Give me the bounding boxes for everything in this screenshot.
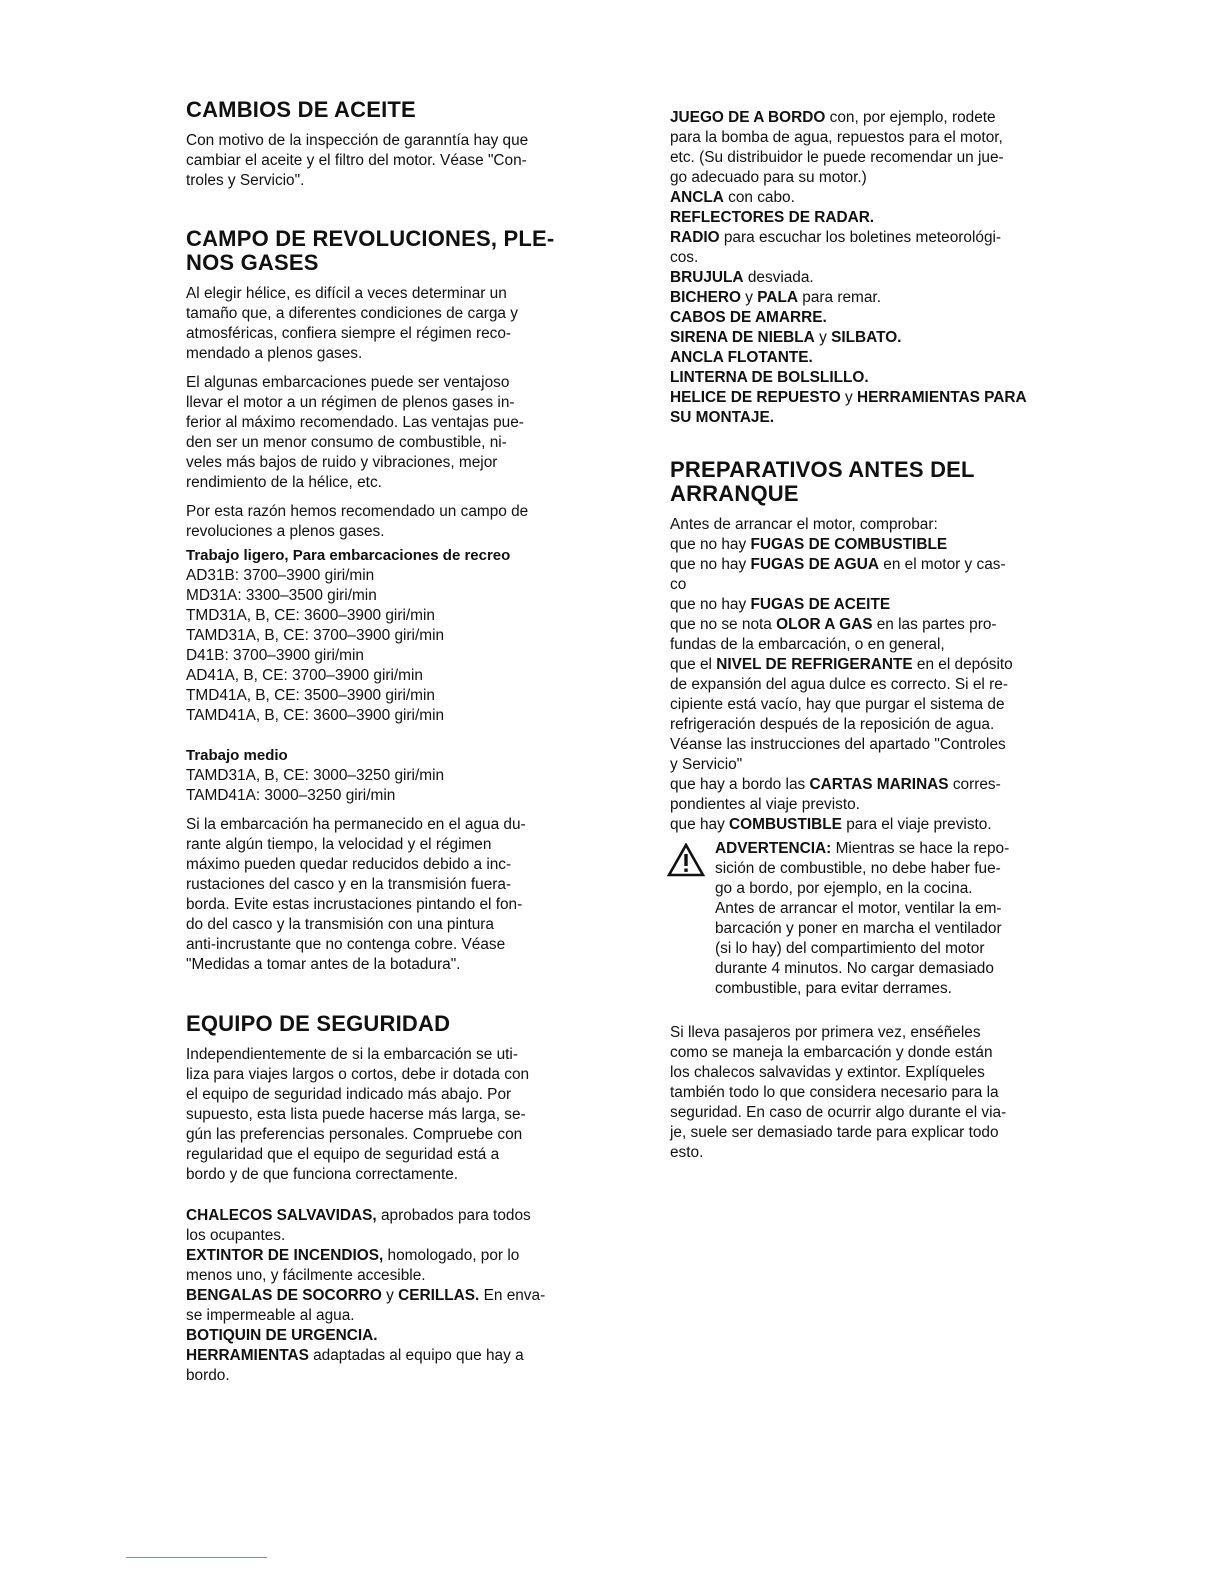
item-keyword: FUGAS DE AGUA (750, 556, 879, 573)
text-line: liza para viajes largos o cortos, debe ir dotada con (186, 1066, 530, 1083)
list-item-cont: menos uno, y fácilmente accesible. (186, 1267, 426, 1284)
medium-duty-list (186, 766, 578, 806)
check-item-cont: pondientes al viaje previsto. (670, 796, 860, 813)
text-line: gún las preferencias personales. Compruebe con (186, 1126, 523, 1143)
text-line: bordo y de que funciona correctamente. (186, 1166, 459, 1183)
text-line: den ser un menor consumo de combustible, ni- (186, 434, 507, 451)
heading-line: PREPARATIVOS ANTES DEL (670, 457, 975, 482)
text-line: el equipo de seguridad indicado más abajo. Por (186, 1086, 512, 1103)
item-keyword: FUGAS DE ACEITE (750, 596, 891, 613)
heading-safety-equipment: EQUIPO DE SEGURIDAD (186, 1011, 451, 1036)
check-item (670, 615, 1062, 635)
item-text: con cabo. (723, 189, 795, 206)
warning-line: go a bordo, por ejemplo, en la cocina. (715, 880, 973, 897)
list-item: REFLECTORES DE RADAR. (670, 209, 875, 226)
list-item: LINTERNA DE BOLSLILLO. (670, 369, 869, 386)
text-line: "Medidas a tomar antes de la botadura". (186, 956, 461, 973)
list-item (186, 1286, 578, 1306)
text-line: supuesto, esta lista puede hacerse más larga, se- (186, 1106, 526, 1123)
rpm-spec: TAMD31A, B, CE: 3000–3250 giri/min (186, 767, 445, 784)
text-line: atmosféricas, confiera siempre el régimen reco- (186, 325, 512, 342)
item-text: en el depósito (912, 656, 1013, 673)
rpm-spec: TAMD41A, B, CE: 3600–3900 giri/min (186, 707, 445, 724)
item-keyword: CHALECOS SALVAVIDAS, (186, 1207, 377, 1224)
checklist-intro: Antes de arrancar el motor, comprobar: (670, 516, 938, 533)
check-item-cont: de expansión del agua dulce es correcto. Si el re- (670, 676, 1008, 693)
light-duty-list (186, 566, 578, 726)
list-item (670, 228, 1062, 248)
item-text: con, por ejemplo, rodete (825, 109, 996, 126)
rpm-spec: AD31B: 3700–3900 giri/min (186, 567, 375, 584)
item-text: que no se nota (670, 616, 777, 633)
list-item-cont: para la bomba de agua, repuestos para el motor, (670, 129, 1003, 146)
list-item-cont: go adecuado para su motor.) (670, 169, 867, 186)
item-text: que hay a bordo las (670, 776, 810, 793)
rpm-spec: AD41A, B, CE: 3700–3900 giri/min (186, 667, 423, 684)
heading-line: ARRANQUE (670, 481, 799, 506)
list-item-cont: los ocupantes. (186, 1227, 286, 1244)
rev-paragraph-1 (186, 284, 578, 364)
text-line: Si lleva pasajeros por primera vez, enséñeles (670, 1024, 981, 1041)
list-item-cont: bordo. (186, 1367, 230, 1384)
item-text: corres- (948, 776, 1001, 793)
heading-pre-start (670, 458, 1062, 506)
left-column (186, 98, 578, 1386)
safety-items-list (186, 1206, 578, 1386)
text-line: Con motivo de la inspección de garanntía hay que (186, 132, 529, 149)
warning-label: ADVERTENCIA: (715, 840, 832, 857)
check-item (670, 555, 1062, 575)
text-line: máximo pueden quedar reducidos debido a inc- (186, 856, 512, 873)
list-item-cont: etc. (Su distribuidor le puede recomendar un jue- (670, 149, 1004, 166)
item-text: y (840, 389, 858, 406)
item-keyword: NIVEL DE REFRIGERANTE (716, 656, 913, 673)
item-keyword: OLOR A GAS (776, 616, 873, 633)
rev-paragraph-2 (186, 373, 578, 493)
right-column (670, 108, 1062, 1163)
item-keyword: SIRENA DE NIEBLA (670, 329, 815, 346)
rpm-spec: TMD41A, B, CE: 3500–3900 giri/min (186, 687, 435, 704)
check-item-cont: fundas de la embarcación, o en general, (670, 636, 945, 653)
text-line: tamaño que, a diferentes condiciones de carga y (186, 305, 518, 322)
heading-oil-change: CAMBIOS DE ACEITE (186, 97, 416, 122)
item-keyword: COMBUSTIBLE (729, 816, 842, 833)
medium-duty-title: Trabajo medio (186, 747, 288, 764)
text-line: cambiar el aceite y el filtro del motor. Véase "Con- (186, 152, 527, 169)
item-keyword: JUEGO DE A BORDO (670, 109, 826, 126)
item-text: que no hay (670, 596, 751, 613)
onboard-items-list (670, 108, 1062, 428)
text-line: borda. Evite estas incrustaciones pintando el fon- (186, 896, 523, 913)
list-item (186, 1206, 578, 1226)
item-text: que hay (670, 816, 730, 833)
text-line: revoluciones a plenos gases. (186, 523, 385, 540)
item-keyword: BICHERO (670, 289, 741, 306)
item-keyword: EXTINTOR DE INCENDIOS, (186, 1247, 384, 1264)
safety-paragraph (186, 1045, 578, 1185)
text-line: rustaciones del casco y en la transmisión fuera- (186, 876, 512, 893)
item-text: que no hay (670, 556, 751, 573)
rpm-spec: TAMD31A, B, CE: 3700–3900 giri/min (186, 627, 445, 644)
list-item (670, 268, 1062, 288)
item-text: para remar. (798, 289, 881, 306)
item-text: En enva- (479, 1287, 546, 1304)
item-keyword: BRUJULA (670, 269, 744, 286)
item-text: que no hay (670, 536, 751, 553)
item-text: y (740, 289, 758, 306)
warning-line: barcación y poner en marcha el ventilador (715, 920, 1002, 937)
rpm-spec: D41B: 3700–3900 giri/min (186, 647, 364, 664)
warning-box (670, 839, 1062, 999)
item-keyword: RADIO (670, 229, 720, 246)
item-keyword: ANCLA (670, 189, 724, 206)
item-text: para el viaje previsto. (841, 816, 992, 833)
text-line: como se maneja la embarcación y donde están (670, 1044, 993, 1061)
rev-paragraph-3 (186, 502, 578, 542)
text-line: los chalecos salvavidas y extintor. Explíqueles (670, 1064, 985, 1081)
warning-line: Antes de arrancar el motor, ventilar la em- (715, 900, 1002, 917)
text-line: rante algún tiempo, la velocidad y el régimen (186, 836, 492, 853)
text-line: Por esta razón hemos recomendado un campo de (186, 503, 529, 520)
pre-start-checklist (670, 515, 1062, 835)
item-keyword: PALA (757, 289, 798, 306)
item-text: aprobados para todos (376, 1207, 531, 1224)
rpm-spec: TAMD41A: 3000–3250 giri/min (186, 787, 396, 804)
rpm-spec: TMD31A, B, CE: 3600–3900 giri/min (186, 607, 435, 624)
text-line: Si la embarcación ha permanecido en el agua du- (186, 816, 526, 833)
text-line: seguridad. En caso de ocurrir algo durante el via- (670, 1104, 1007, 1121)
item-text: Mientras se hace la repo- (831, 840, 1010, 857)
item-text: homologado, por lo (383, 1247, 520, 1264)
list-item (670, 388, 1062, 408)
text-line: llevar el motor a un régimen de plenos gases in- (186, 394, 515, 411)
item-keyword: HERRAMIENTAS PARA (857, 389, 1027, 406)
text-line: ferior al máximo recomendado. Las ventajas pue- (186, 414, 524, 431)
text-line: Al elegir hélice, es difícil a veces determinar un (186, 285, 507, 302)
list-item: BOTIQUIN DE URGENCIA. (186, 1327, 378, 1344)
rev-paragraph-4 (186, 815, 578, 975)
list-item (186, 1246, 578, 1266)
warning-line: combustible, para evitar derrames. (715, 980, 952, 997)
check-item (670, 535, 1062, 555)
text-line: do del casco y la transmisión con una pintura (186, 916, 494, 933)
warning-line (715, 839, 1062, 859)
item-text: para escuchar los boletines meteorológi- (719, 229, 1002, 246)
footer-rule (126, 1557, 267, 1558)
warning-line: sición de combustible, no debe haber fue- (715, 860, 1001, 877)
text-line: veles más bajos de ruido y vibraciones, mejor (186, 454, 498, 471)
warning-line: durante 4 minutos. No cargar demasiado (715, 960, 994, 977)
check-item-cont: cipiente está vacío, hay que purgar el sistema de (670, 696, 1005, 713)
text-line: mendado a plenos gases. (186, 345, 363, 362)
item-keyword: CARTAS MARINAS (809, 776, 949, 793)
list-item-cont: se impermeable al agua. (186, 1307, 355, 1324)
item-keyword: BENGALAS DE SOCORRO (186, 1287, 382, 1304)
item-text: y (381, 1287, 399, 1304)
text-line: anti-incrustante que no contenga cobre. Véase (186, 936, 506, 953)
item-keyword: FUGAS DE COMBUSTIBLE (750, 536, 948, 553)
warning-triangle-icon (667, 843, 705, 877)
list-item: ANCLA FLOTANTE. (670, 349, 813, 366)
heading-line: CAMPO DE REVOLUCIONES, PLE- (186, 226, 555, 251)
item-text: adaptadas al equipo que hay a (308, 1347, 524, 1364)
check-item-cont: co (670, 576, 687, 593)
oil-change-paragraph (186, 131, 578, 191)
list-item (670, 188, 1062, 208)
rpm-spec: MD31A: 3300–3500 giri/min (186, 587, 377, 604)
list-item (670, 108, 1062, 128)
list-item (186, 1346, 578, 1366)
list-item: CABOS DE AMARRE. (670, 309, 827, 326)
check-item (670, 655, 1062, 675)
item-text: en el motor y cas- (879, 556, 1006, 573)
text-line: regularidad que el equipo de seguridad está a (186, 1146, 500, 1163)
list-item (670, 288, 1062, 308)
check-item-cont: refrigeración después de la reposición de agua. (670, 716, 995, 733)
item-text: que el (670, 656, 717, 673)
text-line: El algunas embarcaciones puede ser ventajoso (186, 374, 510, 391)
item-text: en las partes pro- (872, 616, 997, 633)
light-duty-title: Trabajo ligero, Para embarcaciones de recreo (186, 547, 511, 564)
item-keyword: HELICE DE REPUESTO (670, 389, 841, 406)
text-line: troles y Servicio". (186, 172, 305, 189)
item-keyword: SILBATO. (831, 329, 902, 346)
heading-line: NOS GASES (186, 250, 319, 275)
heading-rev-range (186, 227, 578, 275)
list-item-cont: SU MONTAJE. (670, 409, 775, 426)
text-line: Independientemente de si la embarcación se uti- (186, 1046, 518, 1063)
item-text: desviada. (743, 269, 814, 286)
check-item-cont: y Servicio" (670, 756, 743, 773)
list-item-cont: cos. (670, 249, 699, 266)
list-item (670, 328, 1062, 348)
item-keyword: HERRAMIENTAS (186, 1347, 309, 1364)
warning-line: (si lo hay) del compartimiento del motor (715, 940, 985, 957)
text-line: esto. (670, 1144, 704, 1161)
text-line: rendimiento de la hélice, etc. (186, 474, 382, 491)
item-keyword: CERILLAS. (398, 1287, 480, 1304)
item-text: y (814, 329, 832, 346)
text-line: je, suele ser demasiado tarde para explicar todo (670, 1124, 999, 1141)
check-item (670, 815, 1062, 835)
check-item (670, 775, 1062, 795)
passengers-paragraph (670, 1023, 1062, 1163)
check-item-cont: Véanse las instrucciones del apartado "Controles (670, 736, 1006, 753)
check-item (670, 595, 1062, 615)
text-line: también todo lo que considera necesario para la (670, 1084, 999, 1101)
